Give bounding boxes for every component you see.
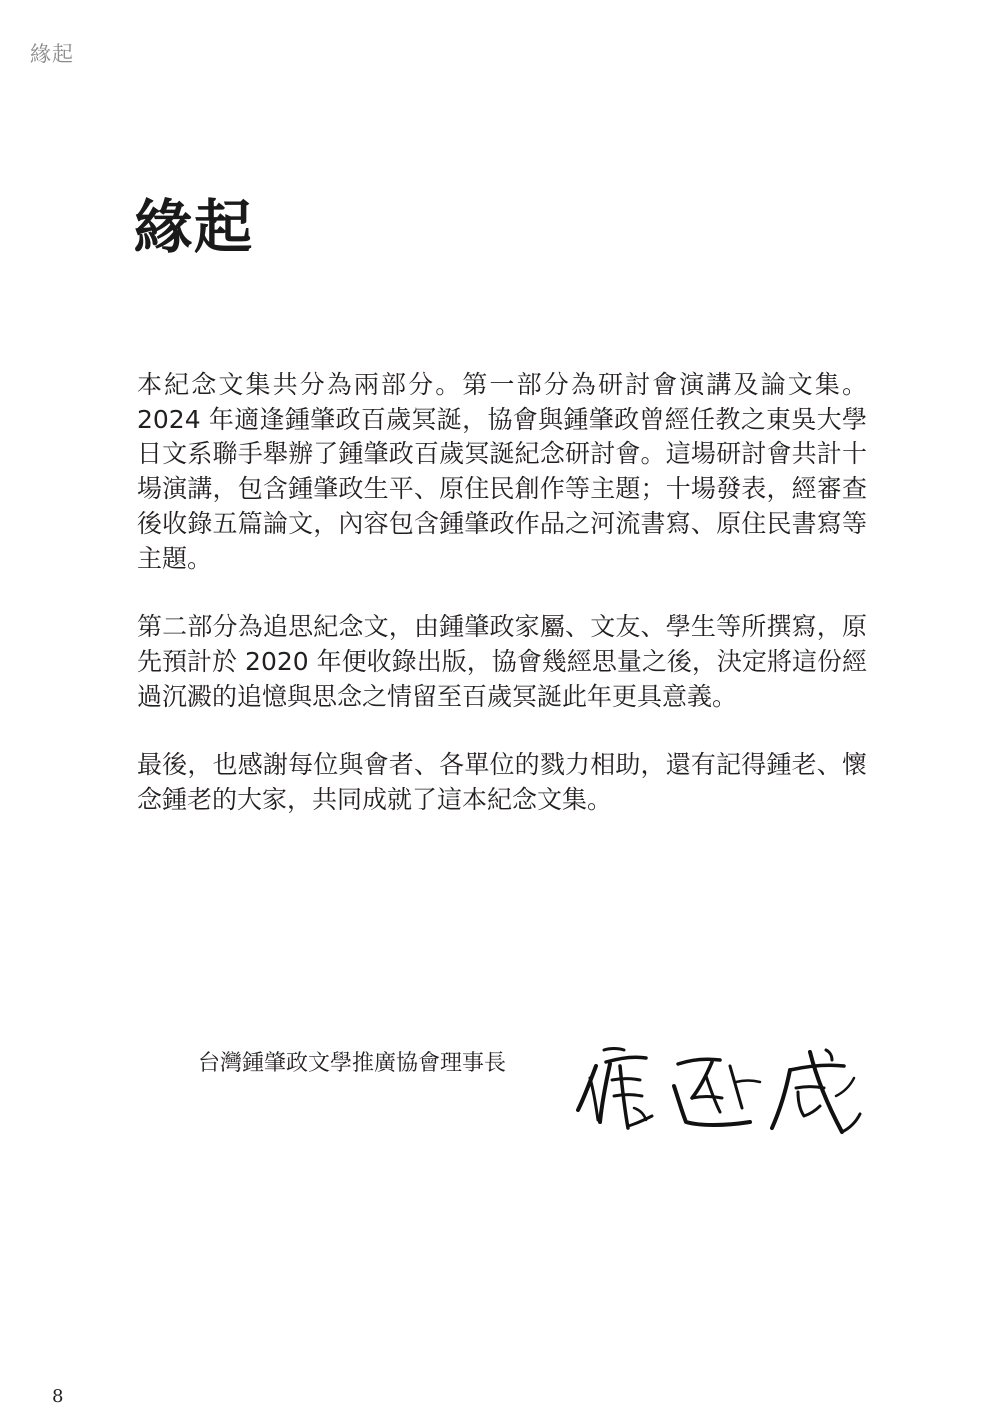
paragraph-3: 最後，也感謝每位與會者、各單位的戮力相助，還有記得鍾老、懷念鍾老的大家，共同成就了這本紀念文集。 <box>137 750 867 815</box>
paragraph-1: 本紀念文集共分為兩部分。第一部分為研討會演講及論文集。2024 年適逢鍾肇政百歲冥誕，協會與鍾肇政曾經任教之東吳大學日文系聯手舉辦了鍾肇政百歲冥誕紀念研討會。這場研討會共計十場演講，包含鍾肇政生平、原住民創作等主題；十場發表，經審查後收錄五篇論文，內容包含鍾肇政作品之河流書寫、原住民書寫等主題。 <box>137 370 867 573</box>
running-header: 緣起 <box>30 42 74 66</box>
body-text <box>137 368 867 852</box>
handwritten-signature <box>574 1036 864 1146</box>
page-number: 8 <box>52 1386 64 1407</box>
paragraph-2: 第二部分為追思紀念文，由鍾肇政家屬、文友、學生等所撰寫，原先預計於 2020 年便收錄出版，協會幾經思量之後，決定將這份經過沉澱的追憶與思念之情留至百歲冥誕此年更具意義。 <box>137 612 867 711</box>
signature-block <box>198 1036 878 1156</box>
page-title: 緣起 <box>134 193 255 261</box>
signer-title: 台灣鍾肇政文學推廣協會理事長 <box>198 1051 507 1076</box>
